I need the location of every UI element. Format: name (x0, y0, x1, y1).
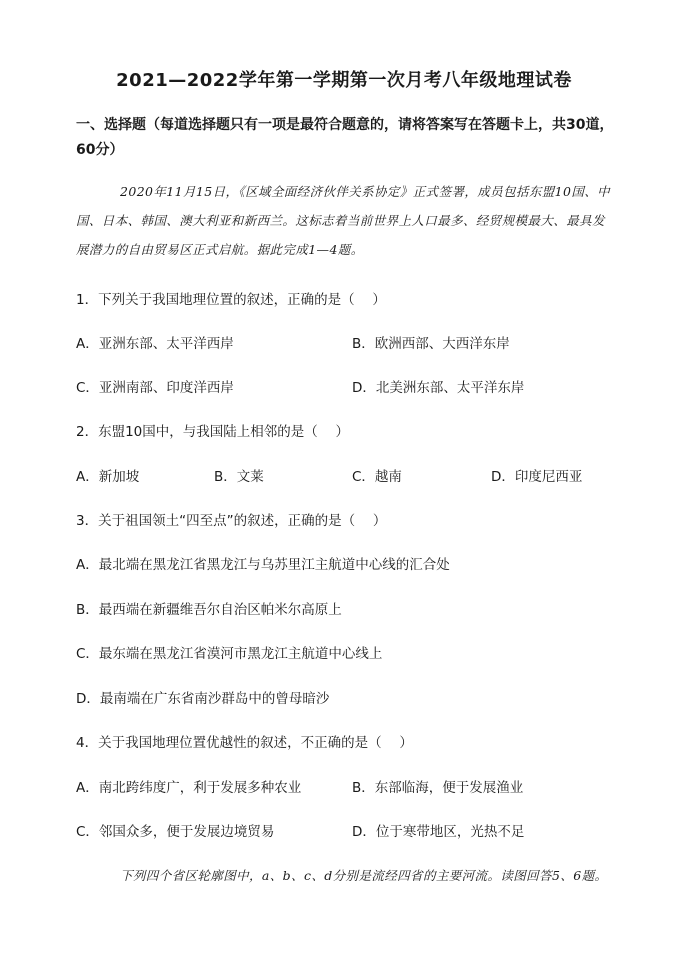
option-c: C．越南 (352, 469, 402, 485)
option-d: D．最南端在广东省南沙群岛中的曾母暗沙 (76, 691, 330, 707)
question-stem: 3．关于祖国领土“四至点”的叙述，正确的是（ ） (76, 513, 387, 529)
question-stem: 4．关于我国地理位置优越性的叙述，不正确的是（ ） (76, 735, 413, 751)
option-a: A．最北端在黑龙江省黑龙江与乌苏里江主航道中心线的汇合处 (76, 557, 450, 573)
option-a: A．亚洲东部、太平洋西岸 (76, 336, 234, 352)
section-header: 一、选择题（每道选择题只有一项是最符合题意的，请将答案写在答题卡上，共30道，60分） (76, 117, 614, 158)
option-b: B．东部临海，便于发展渔业 (352, 780, 524, 796)
option-c: C．最东端在黑龙江省漠河市黑龙江主航道中心线上 (76, 646, 383, 662)
option-b: B．最西端在新疆维吾尔自治区帕米尔高原上 (76, 602, 342, 618)
option-d: D．北美洲东部、太平洋东岸 (352, 380, 525, 396)
option-b: B．文莱 (214, 469, 264, 485)
passage-2: 下列四个省区轮廓图中，a、b、c、d分别是流经四省的主要河流。读图回答5、6题。 (120, 868, 608, 883)
option-c: C．亚洲南部、印度洋西岸 (76, 380, 234, 396)
question-stem: 1．下列关于我国地理位置的叙述，正确的是（ ） (76, 292, 386, 308)
option-a: A．南北跨纬度广，利于发展多种农业 (76, 780, 302, 796)
option-d: D．位于寒带地区，光热不足 (352, 824, 525, 840)
option-c: C．邻国众多，便于发展边境贸易 (76, 824, 275, 840)
option-b: B．欧洲西部、大西洋东岸 (352, 336, 510, 352)
option-a: A．新加坡 (76, 469, 140, 485)
page-title: 2021—2022学年第一学期第一次月考八年级地理试卷 (116, 70, 572, 91)
passage-1: 2020年11月15日，《区域全面经济伙伴关系协定》正式签署，成员包括东盟10国、中国、日本、韩国、澳大利亚和新西兰。这标志着当前世界上人口最多、经贸规模最大、最具发展潜力的自由贸易区正式启航。据此完成1—4题。 (76, 184, 611, 257)
option-d: D．印度尼西亚 (491, 469, 583, 485)
question-stem: 2．东盟10国中，与我国陆上相邻的是（ ） (76, 424, 350, 440)
